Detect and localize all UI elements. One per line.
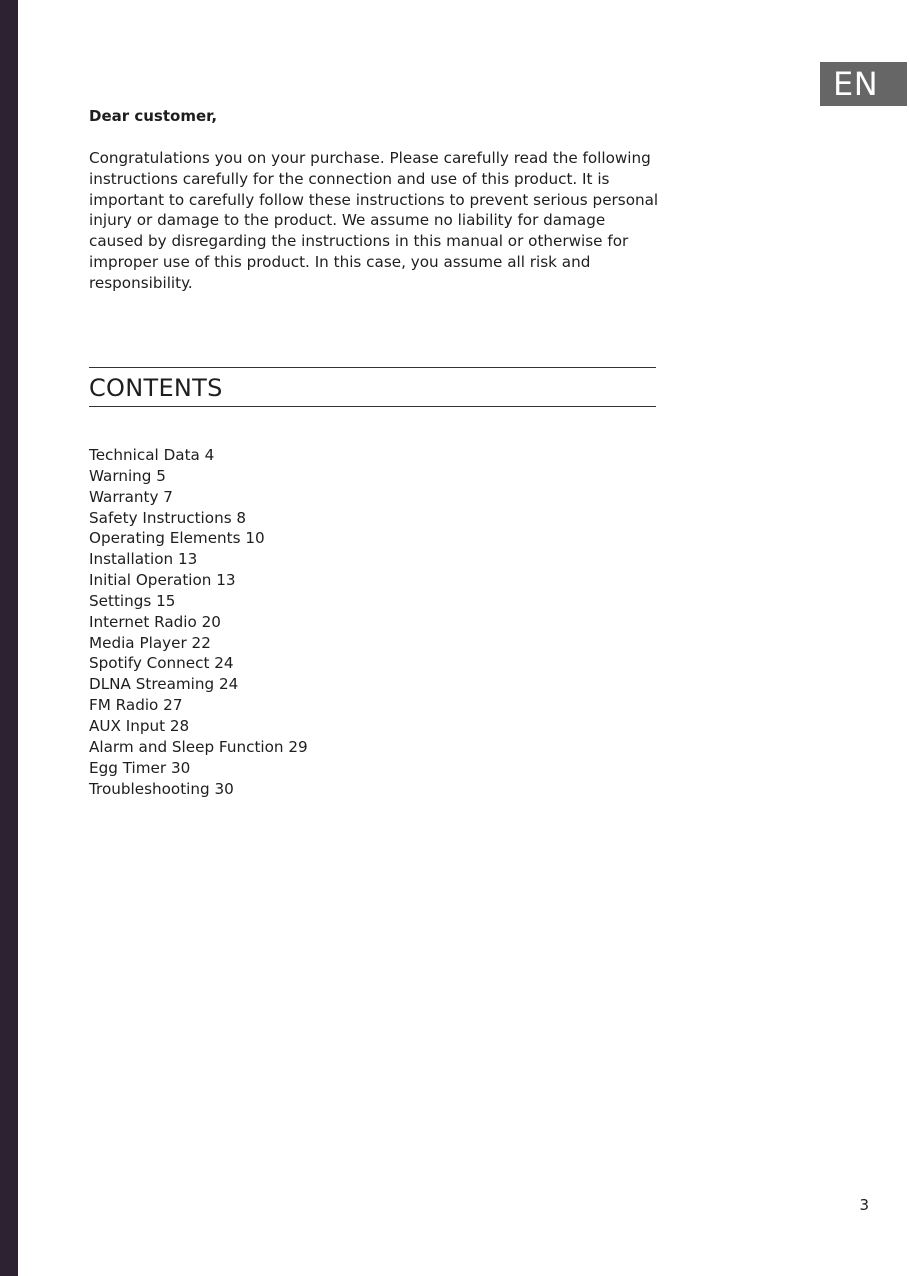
toc-item: Initial Operation 13 <box>89 571 236 590</box>
toc-item: Alarm and Sleep Function 29 <box>89 737 308 756</box>
language-badge: EN <box>820 62 907 106</box>
toc-item: Troubleshooting 30 <box>89 779 234 798</box>
toc-item: Internet Radio 20 <box>89 612 221 631</box>
toc-item: Settings 15 <box>89 591 176 610</box>
toc-item: Warranty 7 <box>89 487 173 506</box>
intro-paragraph: Congratulations you on your purchase. Please carefully read the following instructions carefully for the connection and use of this product. It is important to carefully follow these instructions to prevent serious personal injury or damage to the product. We assume no liability for damage caused by disregarding the instructions in this manual or otherwise for improper use of this product. In this case, you assume all risk and responsibility. <box>89 149 659 292</box>
toc-item: Warning 5 <box>89 466 166 485</box>
page-number: 3 <box>859 1196 869 1214</box>
contents-title: CONTENTS <box>89 374 223 402</box>
side-accent-bar <box>0 0 18 1276</box>
toc-item: Installation 13 <box>89 550 198 569</box>
toc-item: Technical Data 4 <box>89 446 215 464</box>
table-of-contents <box>89 445 308 799</box>
toc-item: FM Radio 27 <box>89 696 183 715</box>
contents-header <box>89 367 656 407</box>
toc-item: Egg Timer 30 <box>89 758 191 777</box>
greeting: Dear customer, <box>89 107 218 125</box>
toc-item: Safety Instructions 8 <box>89 508 247 527</box>
toc-item: Media Player 22 <box>89 633 211 652</box>
toc-item: AUX Input 28 <box>89 716 190 735</box>
toc-item: DLNA Streaming 24 <box>89 675 239 694</box>
toc-item: Operating Elements 10 <box>89 529 265 548</box>
toc-item: Spotify Connect 24 <box>89 654 234 673</box>
